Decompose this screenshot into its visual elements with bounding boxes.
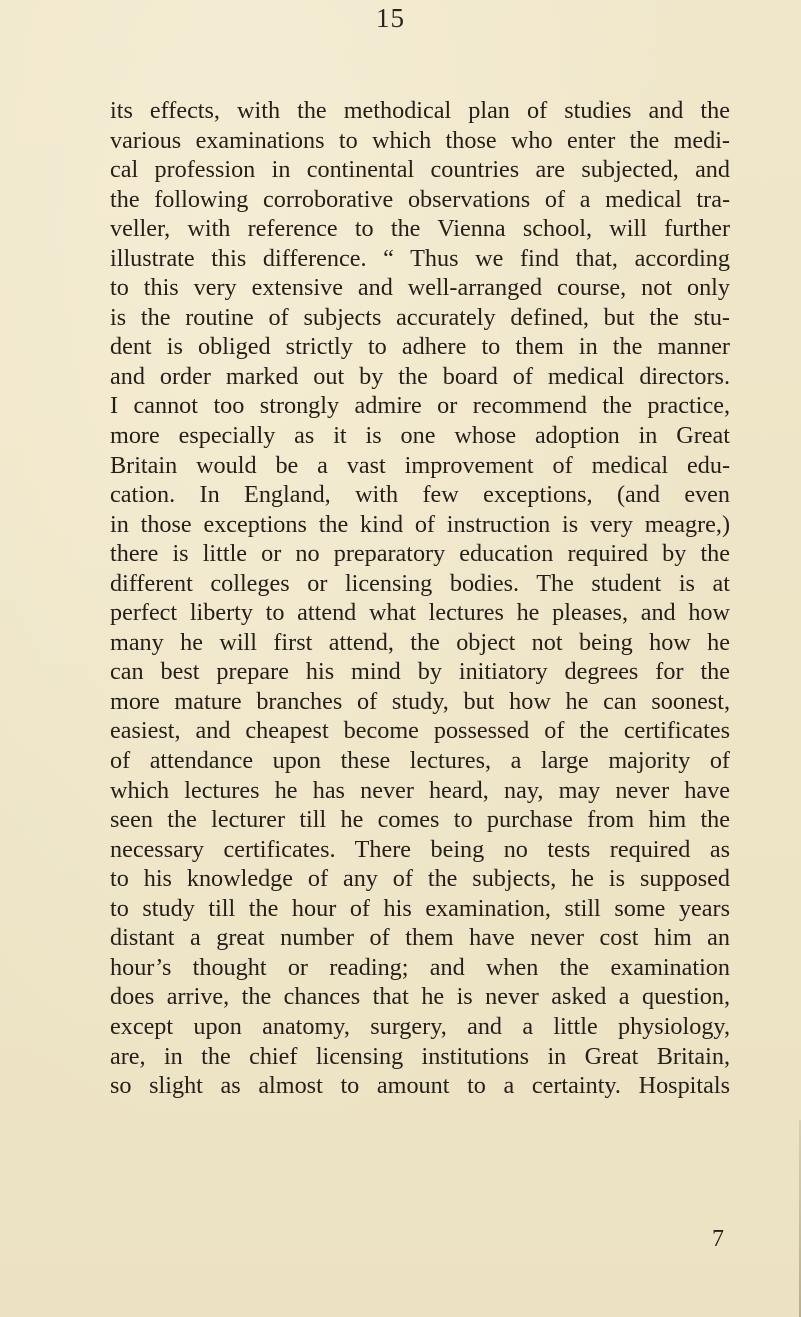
text-line: necessary certificates. There being no tests required as: [110, 835, 730, 863]
text-line: dent is obliged strictly to adhere to them in the manner: [110, 333, 730, 361]
text-line: various examinations to which those who enter the medi-: [110, 126, 730, 154]
text-line: does arrive, the chances that he is never asked a question,: [110, 983, 730, 1011]
text-line: different colleges or licensing bodies. The student is at: [110, 569, 730, 597]
text-line: I cannot too strongly admire or recommend the practice,: [110, 392, 730, 420]
text-line: so slight as almost to amount to a certainty. Hospitals: [110, 1072, 730, 1100]
text-line: more especially as it is one whose adoption in Great: [110, 422, 730, 450]
text-line: there is little or no preparatory education required by the: [110, 540, 730, 568]
text-line: illustrate this difference. “ Thus we find that, according: [110, 244, 730, 272]
text-line: to study till the hour of his examination, still some years: [110, 894, 730, 922]
text-line: can best prepare his mind by initiatory degrees for the: [110, 658, 730, 686]
text-line: of attendance upon these lectures, a large majority of: [110, 747, 730, 775]
text-line: and order marked out by the board of medical directors.: [110, 362, 730, 390]
text-line: seen the lecturer till he comes to purchase from him the: [110, 806, 730, 834]
text-line: are, in the chief licensing institutions in Great Britain,: [110, 1042, 730, 1070]
signature-mark: 7: [712, 1226, 724, 1252]
text-line: cal profession in continental countries are subjected, and: [110, 156, 730, 184]
text-line: to this very extensive and well-arranged course, not only: [110, 274, 730, 302]
text-line: hour’s thought or reading; and when the examination: [110, 953, 730, 981]
text-line: easiest, and cheapest become possessed of the certificates: [110, 717, 730, 745]
text-line: in those exceptions the kind of instruction is very meagre,): [110, 510, 730, 538]
body-text: [110, 96, 730, 1101]
page-number: 15: [376, 3, 405, 33]
text-line: perfect liberty to attend what lectures he pleases, and how: [110, 599, 730, 627]
text-line: veller, with reference to the Vienna school, will further: [110, 215, 730, 243]
text-line: is the routine of subjects accurately defined, but the stu-: [110, 303, 730, 331]
text-line: more mature branches of study, but how he can soonest,: [110, 687, 730, 715]
text-line: the following corroborative observations of a medical tra-: [110, 185, 730, 213]
text-line: many he will first attend, the object not being how he: [110, 628, 730, 656]
text-line: which lectures he has never heard, nay, may never have: [110, 776, 730, 804]
text-line: distant a great number of them have never cost him an: [110, 924, 730, 952]
text-line: except upon anatomy, surgery, and a little physiology,: [110, 1012, 730, 1040]
text-line: cation. In England, with few exceptions, (and even: [110, 481, 730, 509]
text-line: Britain would be a vast improvement of medical edu-: [110, 451, 730, 479]
text-line: its effects, with the methodical plan of studies and the: [110, 97, 730, 124]
text-line: to his knowledge of any of the subjects, he is supposed: [110, 865, 730, 893]
